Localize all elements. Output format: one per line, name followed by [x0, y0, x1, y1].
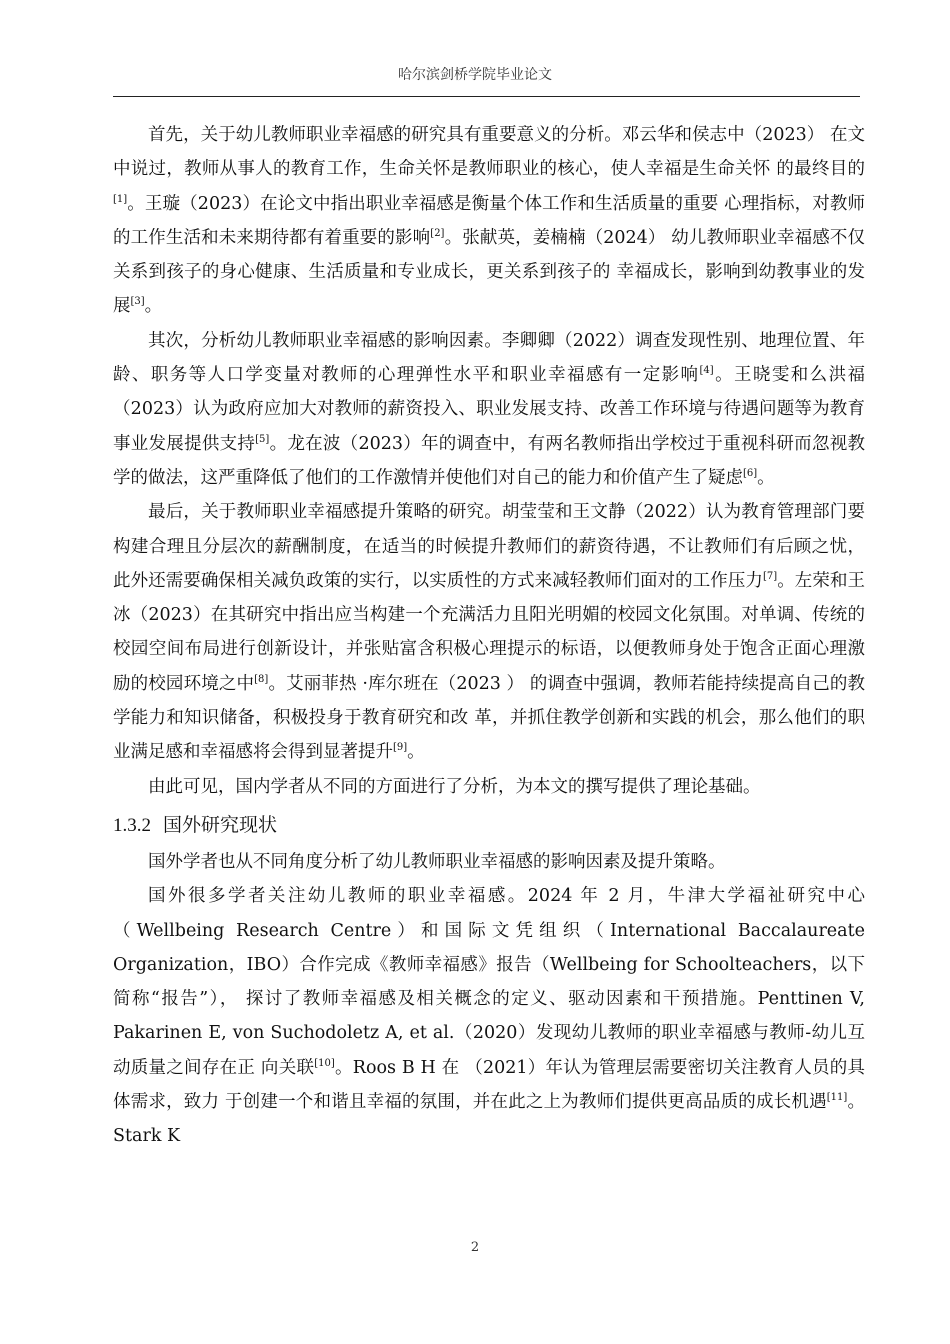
citation-marker: [11]	[826, 1092, 848, 1104]
citation-marker: [6]	[743, 468, 758, 480]
paragraph	[113, 770, 865, 804]
paragraph-text: 。	[144, 296, 163, 317]
citation-marker: [8]	[254, 673, 269, 685]
domestic-research-section	[113, 118, 865, 804]
citation-marker: [7]	[763, 571, 778, 583]
paragraph-text: 。 Stark K	[113, 1092, 865, 1147]
citation-marker: [5]	[255, 433, 270, 445]
paragraph-text: 。艾丽菲热 ·库尔班在（2023 ） 的调查中强调，教师若能持续提高自己的教学能力和知识储备，积极投身于教育研究和改 革，并抓住教学创新和实践的机会，那么他们的职业满足感和幸福感将会得到显著提升	[113, 673, 865, 763]
paragraph-text: 。	[407, 742, 425, 763]
paragraph-text: 其次，分析幼儿教师职业幸福感的影响因素。李卿卿（2022）调查发现性别、地理位置、年龄、职务等人口学变量对教师的心理弹性水平和职业幸福感有一定影响	[113, 330, 865, 386]
paragraph-text: 。王晓雯和么洪福（2023）认为政府应加大对教师的薪资投入、职业发展支持、改善工作环境与待遇问题等为教育事业发展提供支持	[113, 365, 866, 454]
paragraph	[113, 845, 865, 879]
section-title: 国外研究现状	[163, 813, 278, 836]
citation-marker: [10]	[314, 1057, 335, 1069]
paragraph	[113, 879, 865, 1153]
citation-marker: [1]	[113, 193, 128, 205]
paragraph	[113, 495, 865, 769]
paragraph-text: 国外学者也从不同角度分析了幼儿教师职业幸福感的影响因素及提升策略。	[148, 851, 726, 872]
citation-marker: [2]	[430, 228, 445, 240]
running-header: 哈尔滨剑桥学院毕业论文	[398, 67, 552, 83]
header-rule	[113, 96, 860, 97]
section-heading	[113, 806, 865, 845]
paragraph-text: 。张献英，姜楠楠（2024） 幼儿教师职业幸福感不仅关系到孩子的身心健康、生活质量和专业成长，更关系到孩子的 幸福成长，影响到幼教事业的发展	[113, 227, 865, 317]
paragraph-text: 最后，关于教师职业幸福感提升策略的研究。胡莹莹和王文静（2022）认为教育管理部门要构建合理且分层次的薪酬制度，在适当的时候提升教师们的薪资待遇，不让教师们有后顾之忧，此外还需要确保相关减负政策的实行，以实质性的方式来减轻教师们面对的工作压力	[113, 502, 865, 591]
foreign-research-section	[113, 845, 865, 1154]
body-text	[113, 118, 865, 1154]
paragraph-text: 首先，关于幼儿教师职业幸福感的研究具有重要意义的分析。邓云华和侯志中（2023） 在文中说过，教师从事人的教育工作，生命关怀是教师职业的核心，使人幸福是生命关怀 的最终目的	[113, 125, 865, 180]
section-number: 1.3.2	[113, 814, 151, 836]
citation-marker: [9]	[393, 742, 408, 754]
paragraph-text: 。龙在波（2023）年的调查中，有两名教师指出学校过于重视科研而忽视教学的做法，这严重降低了他们的工作激情并使他们对自己的能力和价值产生了疑虑	[113, 433, 865, 488]
citation-marker: [4]	[699, 365, 714, 377]
paragraph	[113, 118, 865, 324]
citation-marker: [3]	[130, 296, 145, 308]
paragraph-text: 。	[757, 467, 775, 488]
page-number: 2	[470, 1240, 480, 1255]
paragraph-text: 由此可见，国内学者从不同的方面进行了分析，为本文的撰写提供了理论基础。	[148, 776, 761, 797]
paragraph-text: 。左荣和王冰（2023）在其研究中指出应当构建一个充满活力且阳光明媚的校园文化氛围。对单调、传统的校园空间布局进行创新设计，并张贴富含积极心理提示的标语，以便教师身处于饱含正面心理激励的校园环境之中	[113, 570, 866, 694]
paragraph-text: 。Roos B H 在 （2021）年认为管理层需要密切关注教育人员的具体需求，致力 于创建一个和谐且幸福的氛围，并在此之上为教师们提供更高品质的成长机遇	[113, 1057, 866, 1113]
paragraph-text: 国外很多学者关注幼儿教师的职业幸福感。2024 年 2 月，牛津大学福祉研究中心（Wellbeing Research Centre）和国际文凭组织（International Baccalaureate Organization，IBO）合作完成《教师幸福感》报告（Wellbeing for Schoolteachers，以下简称“报告”）， 探讨了教师幸福感及相关概念的定义、驱动因素和干预措施。Penttinen V, Pakarinen E, von Suchodoletz A, et al.（2020）发现幼儿教师的职业幸福感与教师-幼儿互动质量之间存在正 向关联	[113, 886, 865, 1078]
paragraph	[113, 324, 865, 495]
paragraph-text: 。王璇（2023）在论文中指出职业幸福感是衡量个体工作和生活质量的重要 心理指标，对教师的工作生活和未来期待都有着重要的影响	[113, 193, 865, 248]
